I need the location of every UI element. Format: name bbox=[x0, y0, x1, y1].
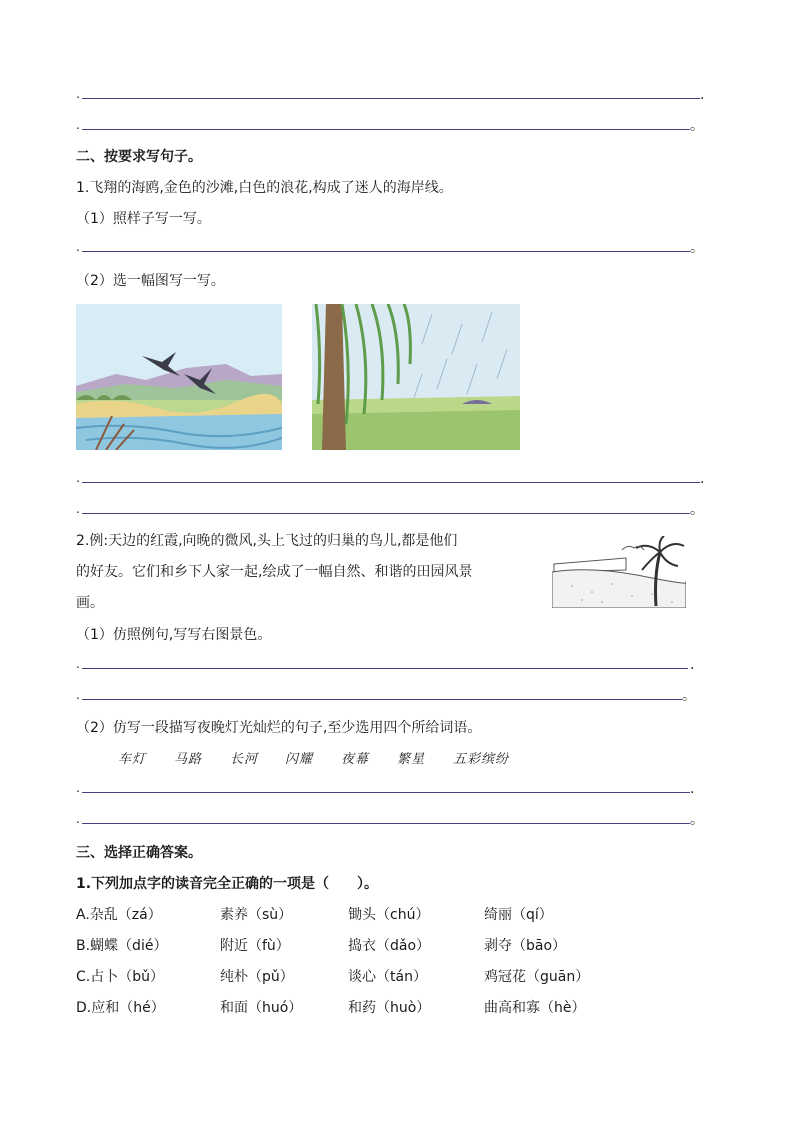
multiple-choice-question: 1.下列加点字的读音完全正确的一项是（ ）。 bbox=[76, 876, 379, 892]
answer-line-2[interactable] bbox=[76, 119, 706, 135]
writing-line bbox=[82, 699, 682, 700]
option-d-item-3: 和药（huò） bbox=[348, 1000, 431, 1016]
answer-line-4[interactable] bbox=[76, 472, 706, 488]
line-start-dot: . bbox=[76, 812, 80, 826]
beach-palm-sketch bbox=[552, 536, 686, 608]
question-2-sub1: （1）仿照例句,写写右图景色。 bbox=[76, 627, 272, 643]
answer-line-5[interactable] bbox=[76, 503, 706, 519]
answer-line-9[interactable] bbox=[76, 813, 706, 829]
word-item: 繁星 bbox=[397, 752, 426, 767]
word-item: 长河 bbox=[230, 752, 259, 767]
word-item: 马路 bbox=[174, 752, 203, 767]
answer-line-3[interactable] bbox=[76, 241, 706, 257]
option-d-item-4: 曲高和寡（hè） bbox=[484, 1000, 586, 1016]
question-1-sub2: （2）选一幅图写一写。 bbox=[76, 273, 225, 289]
writing-line bbox=[82, 668, 688, 669]
line-end-mark: . bbox=[690, 781, 695, 797]
answer-line-7[interactable] bbox=[76, 689, 706, 705]
willow-rain-illustration bbox=[312, 304, 520, 450]
line-end-mark: 。 bbox=[690, 502, 704, 518]
line-start-dot: . bbox=[76, 240, 80, 254]
option-a-item-1[interactable]: A.杂乱（zá） bbox=[76, 907, 162, 923]
writing-line bbox=[82, 823, 690, 824]
line-end-mark: 。 bbox=[682, 688, 696, 704]
line-end-mark: 。 bbox=[690, 240, 704, 256]
question-2-sub2: （2）仿写一段描写夜晚灯光灿烂的句子,至少选用四个所给词语。 bbox=[76, 720, 482, 736]
option-c-item-4: 鸡冠花（guān） bbox=[484, 969, 590, 985]
writing-line bbox=[82, 792, 690, 793]
line-start-dot: . bbox=[76, 118, 80, 132]
word-item: 闪耀 bbox=[285, 752, 314, 767]
option-a-item-2: 素养（sù） bbox=[220, 907, 293, 923]
answer-line-8[interactable] bbox=[76, 782, 706, 798]
option-a-item-4: 绮丽（qí） bbox=[484, 907, 553, 923]
option-c-item-3: 谈心（tán） bbox=[348, 969, 427, 985]
option-b-item-3: 捣衣（dǎo） bbox=[348, 938, 431, 954]
line-end-mark: . bbox=[700, 471, 705, 487]
line-start-dot: . bbox=[76, 657, 80, 671]
question-2-line2: 的好友。它们和乡下人家一起,绘成了一幅自然、和谐的田园风景 bbox=[76, 564, 473, 580]
line-start-dot: . bbox=[76, 502, 80, 516]
writing-line bbox=[82, 98, 700, 99]
writing-line bbox=[82, 482, 700, 483]
answer-line-6[interactable] bbox=[76, 658, 706, 674]
line-end-mark: . bbox=[700, 87, 705, 103]
word-bank bbox=[118, 748, 538, 768]
question-1-sub1: （1）照样子写一写。 bbox=[76, 211, 211, 227]
line-start-dot: . bbox=[76, 471, 80, 485]
question-1-text: 1.飞翔的海鸥,金色的沙滩,白色的浪花,构成了迷人的海岸线。 bbox=[76, 180, 453, 196]
section-three-title: 三、选择正确答案。 bbox=[76, 845, 202, 861]
line-end-mark: 。 bbox=[690, 118, 704, 134]
writing-line bbox=[82, 251, 690, 252]
line-end-mark: . bbox=[690, 657, 695, 673]
writing-line bbox=[82, 129, 690, 130]
word-item: 车灯 bbox=[118, 752, 147, 767]
option-c-item-1[interactable]: C.占卜（bǔ） bbox=[76, 969, 164, 985]
option-d-item-1[interactable]: D.应和（hé） bbox=[76, 1000, 165, 1016]
writing-line bbox=[82, 513, 690, 514]
line-start-dot: . bbox=[76, 688, 80, 702]
word-item: 夜幕 bbox=[341, 752, 370, 767]
option-b-item-2: 附近（fù） bbox=[220, 938, 290, 954]
option-c-item-2: 纯朴（pǔ） bbox=[220, 969, 294, 985]
swallows-river-illustration bbox=[76, 304, 282, 450]
option-d-item-2: 和面（huó） bbox=[220, 1000, 303, 1016]
word-item: 五彩缤纷 bbox=[453, 752, 510, 767]
option-a-item-3: 锄头（chú） bbox=[348, 907, 430, 923]
question-2-line3: 画。 bbox=[76, 595, 104, 611]
line-start-dot: . bbox=[76, 781, 80, 795]
line-end-mark: 。 bbox=[690, 812, 704, 828]
option-b-item-4: 剥夺（bāo） bbox=[484, 938, 567, 954]
option-b-item-1[interactable]: B.蝴蝶（dié） bbox=[76, 938, 168, 954]
question-2-line1: 2.例:天边的红霞,向晚的微风,头上飞过的归巢的鸟儿,都是他们 bbox=[76, 533, 458, 549]
section-two-title: 二、按要求写句子。 bbox=[76, 149, 202, 165]
answer-line-1[interactable] bbox=[76, 88, 706, 104]
line-start-dot: . bbox=[76, 87, 80, 101]
